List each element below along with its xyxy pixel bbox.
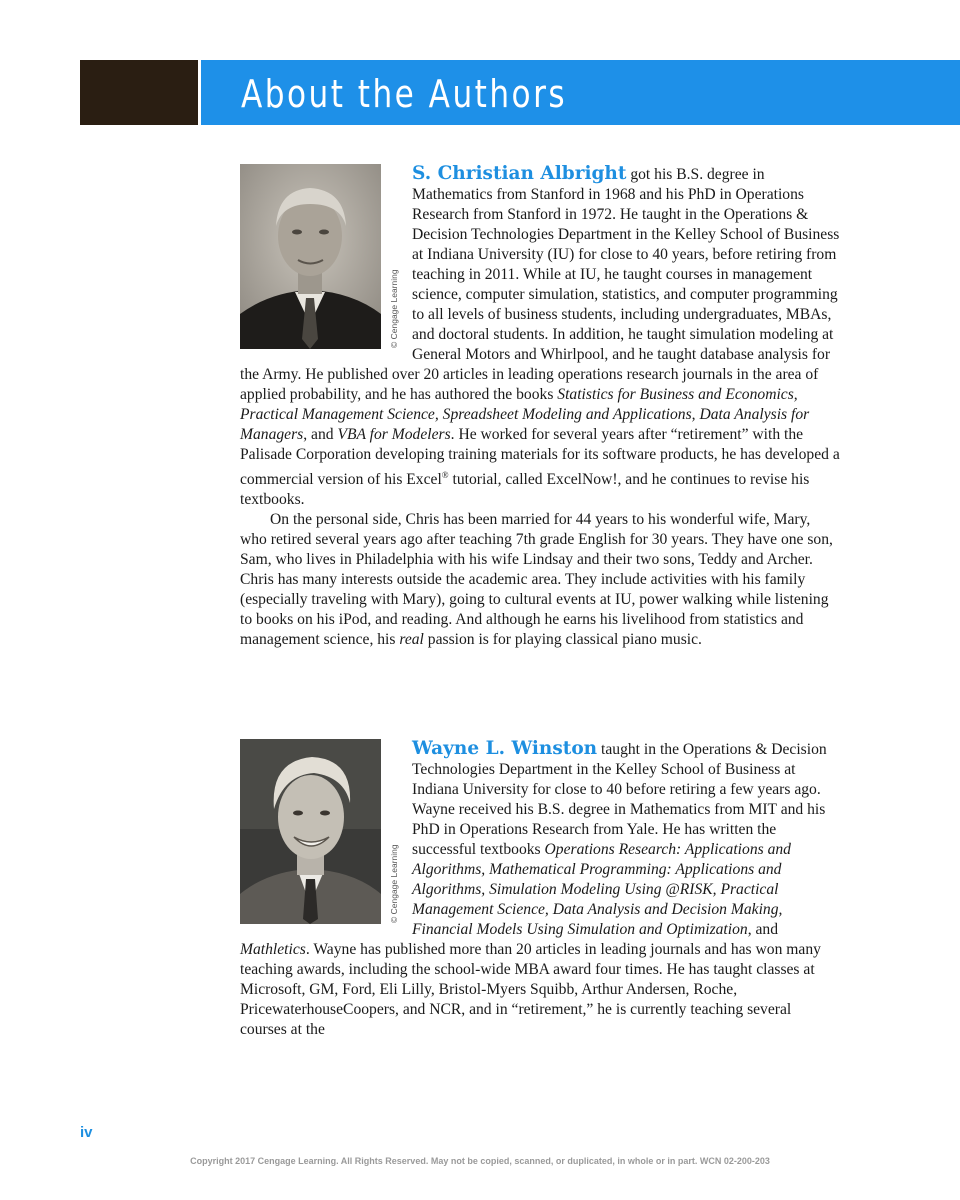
copyright-notice: Copyright 2017 Cengage Learning. All Rights Reserved. May not be copied, scanned, or duplicated, in whole or in part. WCN 02-200-203 <box>190 1156 770 1166</box>
author-photo-frame: © Cengage Learning <box>240 164 412 352</box>
bio-paragraph: Wayne L. Winston taught in the Operations & Decision Technologies Department in the Kelley School of Business at Indiana University for close to 40 before retiring a few years ago. Wayne received his B.S. degree in Mathematics from MIT and his PhD in Operations Research from Yale. He has written the successful textbooks Operations Research: Applications and Algorithms, Mathematical Programming: Applications and Algorithms, Simulation Modeling Using @RISK, Practical Management Science, Data Analysis and Decision Making, Financial Models Using Simulation and Optimization, and Mathletics. Wayne has published more than 20 articles in leading journals and has won many teaching awards, including the school-wide MBA award four times. He has taught classes at Microsoft, GM, Ford, Eli Lilly, Bristol-Myers Squibb, Arthur Andersen, Roche, PricewaterhouseCoopers, and NCR, and in “retirement,” he is currently teaching several courses at the <box>240 738 827 1038</box>
header-dark-block <box>80 60 198 125</box>
author-photo-winston <box>240 739 381 924</box>
author-name: Wayne L. Winston <box>412 738 598 759</box>
author-photo-albright <box>240 164 381 349</box>
bio-paragraph: On the personal side, Chris has been married for 44 years to his wonderful wife, Mary, who retired several years ago after teaching 7th grade English for 30 years. They have one son, Sam, who lives in Philadelphia with his wife Lindsay and their two sons, Teddy and Archer. Chris has many interests outside the academic area. They include activities with his family (especially traveling with Mary), going to cultural events at IU, power walking while listening to books on his iPod, and reading. And although he earns his livelihood from statistics and management science, his real passion is for playing classical piano music. <box>240 511 833 649</box>
page-title: About the Authors <box>241 72 568 116</box>
author-bio-winston <box>240 739 840 1040</box>
bio-paragraph: S. Christian Albright got his B.S. degree in Mathematics from Stanford in 1968 and his PhD in Operations Research from Stanford in 1972. He taught in the Operations & Decision Technologies Department in the Kelley School of Business at Indiana University (IU) for close to 40 years, before retiring from teaching in 2011. While at IU, he taught courses in management science, computer simulation, statistics, and computer programming to all levels of business students, including undergraduates, MBAs, and doctoral students. In addition, he taught simulation modeling at General Motors and Whirlpool, and he taught database analysis for the Army. He published over 20 articles in leading operations research journals in the area of applied probability, and he has authored the books Statistics for Business and Economics, Practical Management Science, Spreadsheet Modeling and Applications, Data Analysis for Managers, and VBA for Modelers. He worked for several years after “retirement” with the Palisade Corporation developing training materials for its software products, he has developed a commercial version of his Excel® tutorial, called ExcelNow!, and he continues to revise his textbooks. <box>240 163 840 509</box>
header-banner <box>201 60 960 125</box>
author-name: S. Christian Albright <box>412 163 627 184</box>
page-number: iv <box>80 1124 93 1141</box>
author-photo-frame: © Cengage Learning <box>240 739 412 927</box>
author-bio-albright <box>240 164 840 650</box>
